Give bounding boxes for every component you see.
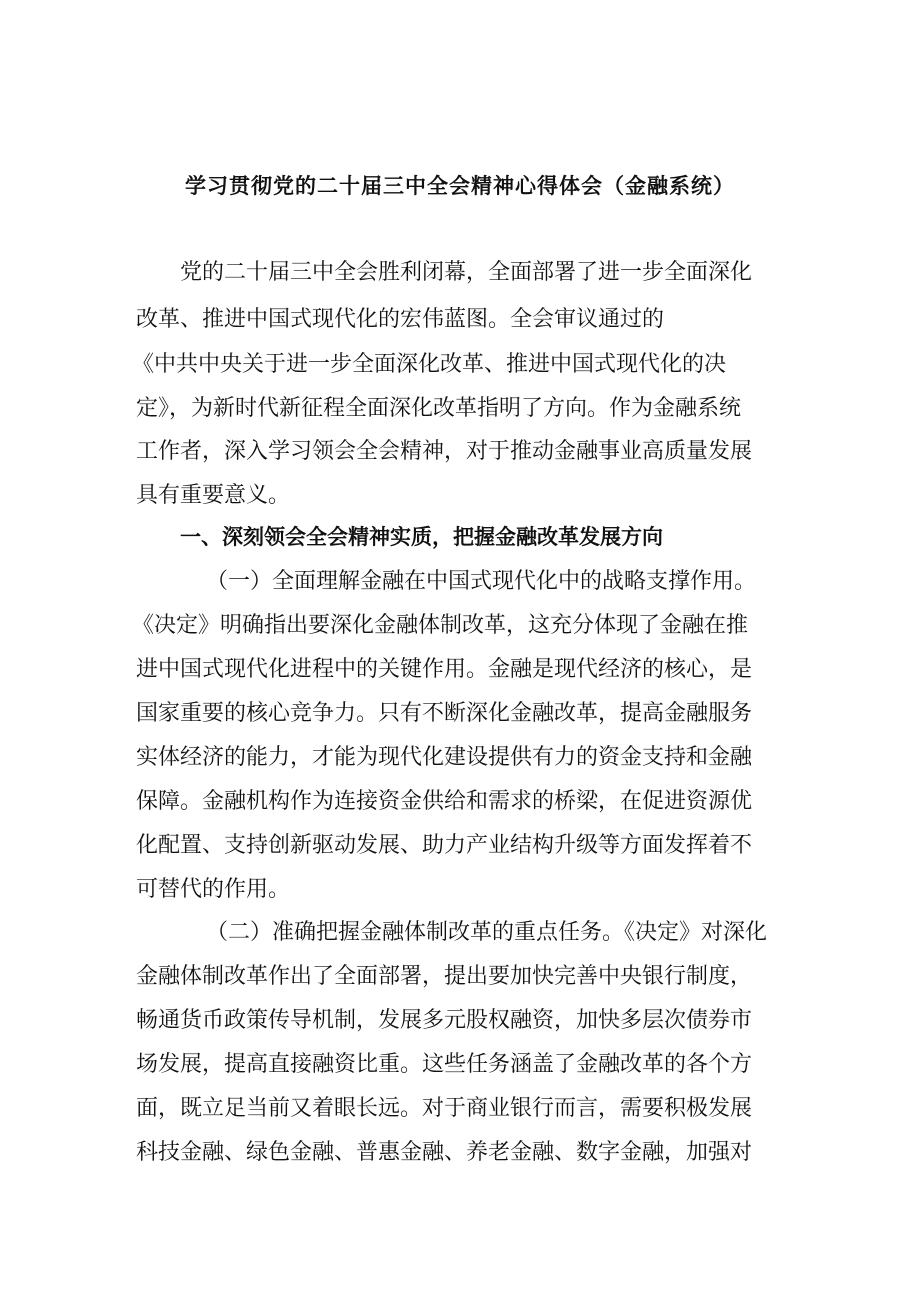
text-line: 进中国式现代化进程中的关键作用。金融是现代经济的核心，是: [136, 657, 753, 682]
text-line: 金融体制改革作出了全面部署，提出要加快完善中央银行制度，: [136, 964, 753, 989]
text-line: 畅通货币政策传导机制，发展多元股权融资，加快多层次债券市: [136, 1008, 753, 1033]
text-line: 保障。金融机构作为连接资金供给和需求的桥梁，在促进资源优: [136, 789, 753, 814]
text-line: 可替代的作用。: [136, 877, 291, 902]
text-line: 科技金融、绿色金融、普惠金融、养老金融、数字金融，加强对: [136, 1140, 753, 1165]
subsection-lead: （二）准确把握金融体制改革的重点任务。《决定》对深化: [206, 920, 768, 945]
document-title: 学习贯彻党的二十届三中全会精神心得体会（金融系统）: [185, 174, 735, 198]
text-line: 国家重要的核心竞争力。只有不断深化金融改革，提高金融服务: [136, 701, 753, 726]
text-line: 实体经济的能力，才能为现代化建设提供有力的资金支持和金融: [136, 745, 753, 770]
section-heading: 一、深刻领会全会精神实质，把握金融改革发展方向: [180, 525, 663, 549]
text-line: 面，既立足当前又着眼长远。对于商业银行而言，需要积极发展: [136, 1096, 753, 1121]
text-line: 《决定》明确指出要深化金融体制改革，这充分体现了金融在推: [132, 613, 749, 638]
text-line: 《中共中央关于进一步全面深化改革、推进中国式现代化的决: [132, 352, 727, 377]
text-line: 具有重要意义。: [136, 483, 291, 508]
text-line: 化配置、支持创新驱动发展、助力产业结构升级等方面发挥着不: [136, 833, 753, 858]
text-line: 定》，为新时代新征程全面深化改革指明了方向。作为金融系统: [136, 396, 742, 421]
text-line: 党的二十届三中全会胜利闭幕，全面部署了进一步全面深化: [180, 260, 753, 285]
text-line: 工作者，深入学习领会全会精神，对于推动金融事业高质量发展: [136, 439, 753, 464]
text-line: 改革、推进中国式现代化的宏伟蓝图。全会审议通过的: [136, 307, 665, 332]
text-line: 场发展，提高直接融资比重。这些任务涵盖了金融改革的各个方: [136, 1052, 753, 1077]
subsection-lead: （一）全面理解金融在中国式现代化中的战略支撑作用。: [206, 569, 757, 594]
